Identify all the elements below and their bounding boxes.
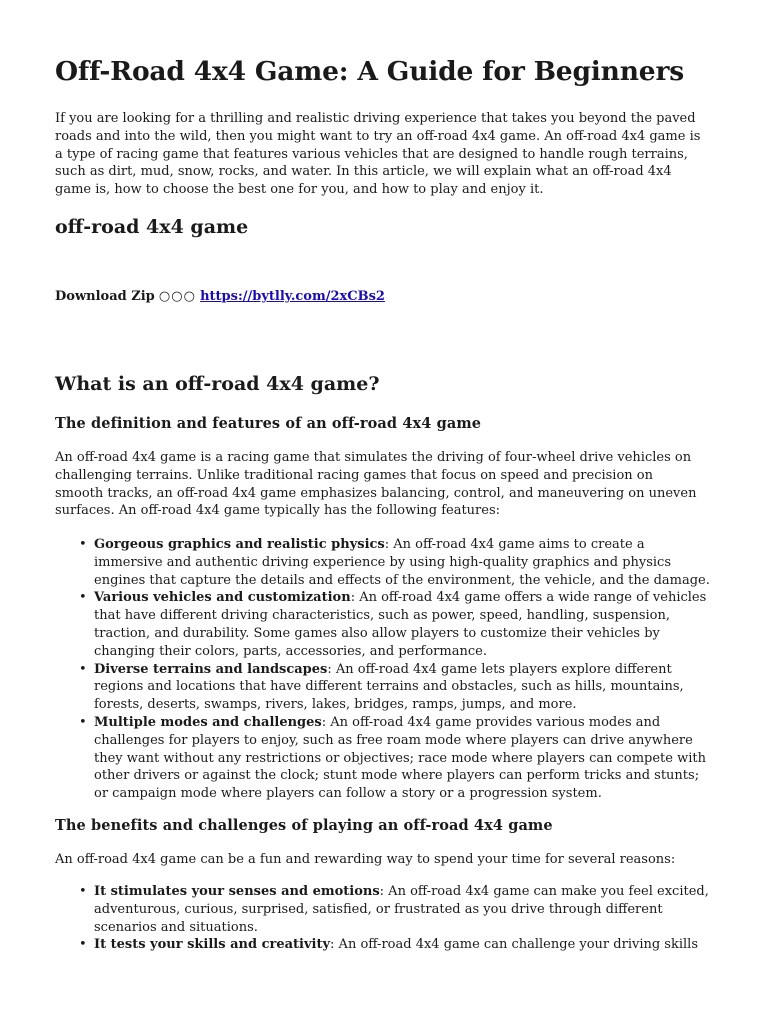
list-item-text: : An off-road 4x4 game can make you feel excited, adventurous, curious, surprised, satisfied, or frustrated as you drive through different scenarios and situations. [94,884,709,935]
list-item-text: : An off-road 4x4 game provides various modes and challenges for players to enjoy, such as free roam mode where players can drive anywhere they want without any restrictions or objectives; race mode where players can compete with other drivers or against the clock; stunt mode where players can perform tricks and stunts; or campaign mode where players can follow a story or a progression system. [94,714,706,802]
list-item-term: Various vehicles and customization [94,590,351,606]
list-item [79,661,710,714]
list-item-text: : An off-road 4x4 game can challenge your driving skills [330,937,698,953]
list-item-text: : An off-road 4x4 game lets players explore different regions and locations that have different terrains and obstacles, such as hills, mountains, forests, deserts, swamps, rivers, lakes, bridges, ramps, jumps, and more. [94,661,684,713]
subsection-heading-definition: The definition and features of an off-road 4x4 game [55,415,482,432]
bullet-icon: • [79,714,87,730]
benefits-paragraph: An off-road 4x4 game can be a fun and rewarding way to spend your time for several reasons: [55,852,676,867]
features-list [55,536,710,803]
download-label: Download Zip [55,289,155,304]
download-line [55,289,385,304]
page-title: Off-Road 4x4 Game: A Guide for Beginners [55,56,684,87]
list-item-term: It tests your skills and creativity [94,937,331,953]
list-item [79,536,710,589]
intro-paragraph: If you are looking for a thrilling and realistic driving experience that takes you beyond the paved roads and into the wild, then you might want to try an off-road 4x4 game. An off-road 4x4 game is a type of racing game that features various vehicles that are designed to handle rough terrains, such as dirt, mud, snow, rocks, and water. In this article, we will explain what an off-road 4x4 game is, how to choose the best one for you, and how to play and enjoy it. [55,111,701,198]
bullet-icon: • [79,661,87,677]
subsection-heading-benefits: The benefits and challenges of playing an off-road 4x4 game [55,817,553,834]
list-item-text: : An off-road 4x4 game offers a wide range of vehicles that have different driving characteristics, such as power, speed, handling, suspension, traction, and durability. Some games also allow players to customize their vehicles by changing their colors, parts, accessories, and performance. [94,590,707,659]
list-item [79,589,710,660]
bullet-icon: • [79,937,87,953]
list-item [79,883,710,936]
benefits-list [55,883,710,954]
list-item-term: It stimulates your senses and emotions [94,884,380,899]
section-heading-what-is: What is an off-road 4x4 game? [55,373,380,395]
list-item [79,714,710,803]
download-link[interactable]: https://bytlly.com/2xCBs2 [200,289,385,304]
list-item-term: Multiple modes and challenges [94,714,322,730]
list-item-text: : An off-road 4x4 game aims to create a immersive and authentic driving experience by using high-quality graphics and physics engines that capture the details and effects of the environment, the vehicle, and the damage. [94,537,710,588]
bullet-icon: • [79,590,87,606]
keyword-heading: off-road 4x4 game [55,216,249,238]
circles-icon: ○○○ [158,289,196,304]
bullet-icon: • [79,537,87,552]
definition-paragraph: An off-road 4x4 game is a racing game that simulates the driving of four-wheel drive vehicles on challenging terrains. Unlike traditional racing games that focus on speed and precision on smooth tracks, an off-road 4x4 game emphasizes balancing, control, and maneuvering on uneven surfaces. An off-road 4x4 game typically has the following features: [55,450,697,519]
list-item [79,936,710,954]
bullet-icon: • [79,884,87,899]
list-item-term: Gorgeous graphics and realistic physics [94,537,385,552]
list-item-term: Diverse terrains and landscapes [94,661,328,677]
